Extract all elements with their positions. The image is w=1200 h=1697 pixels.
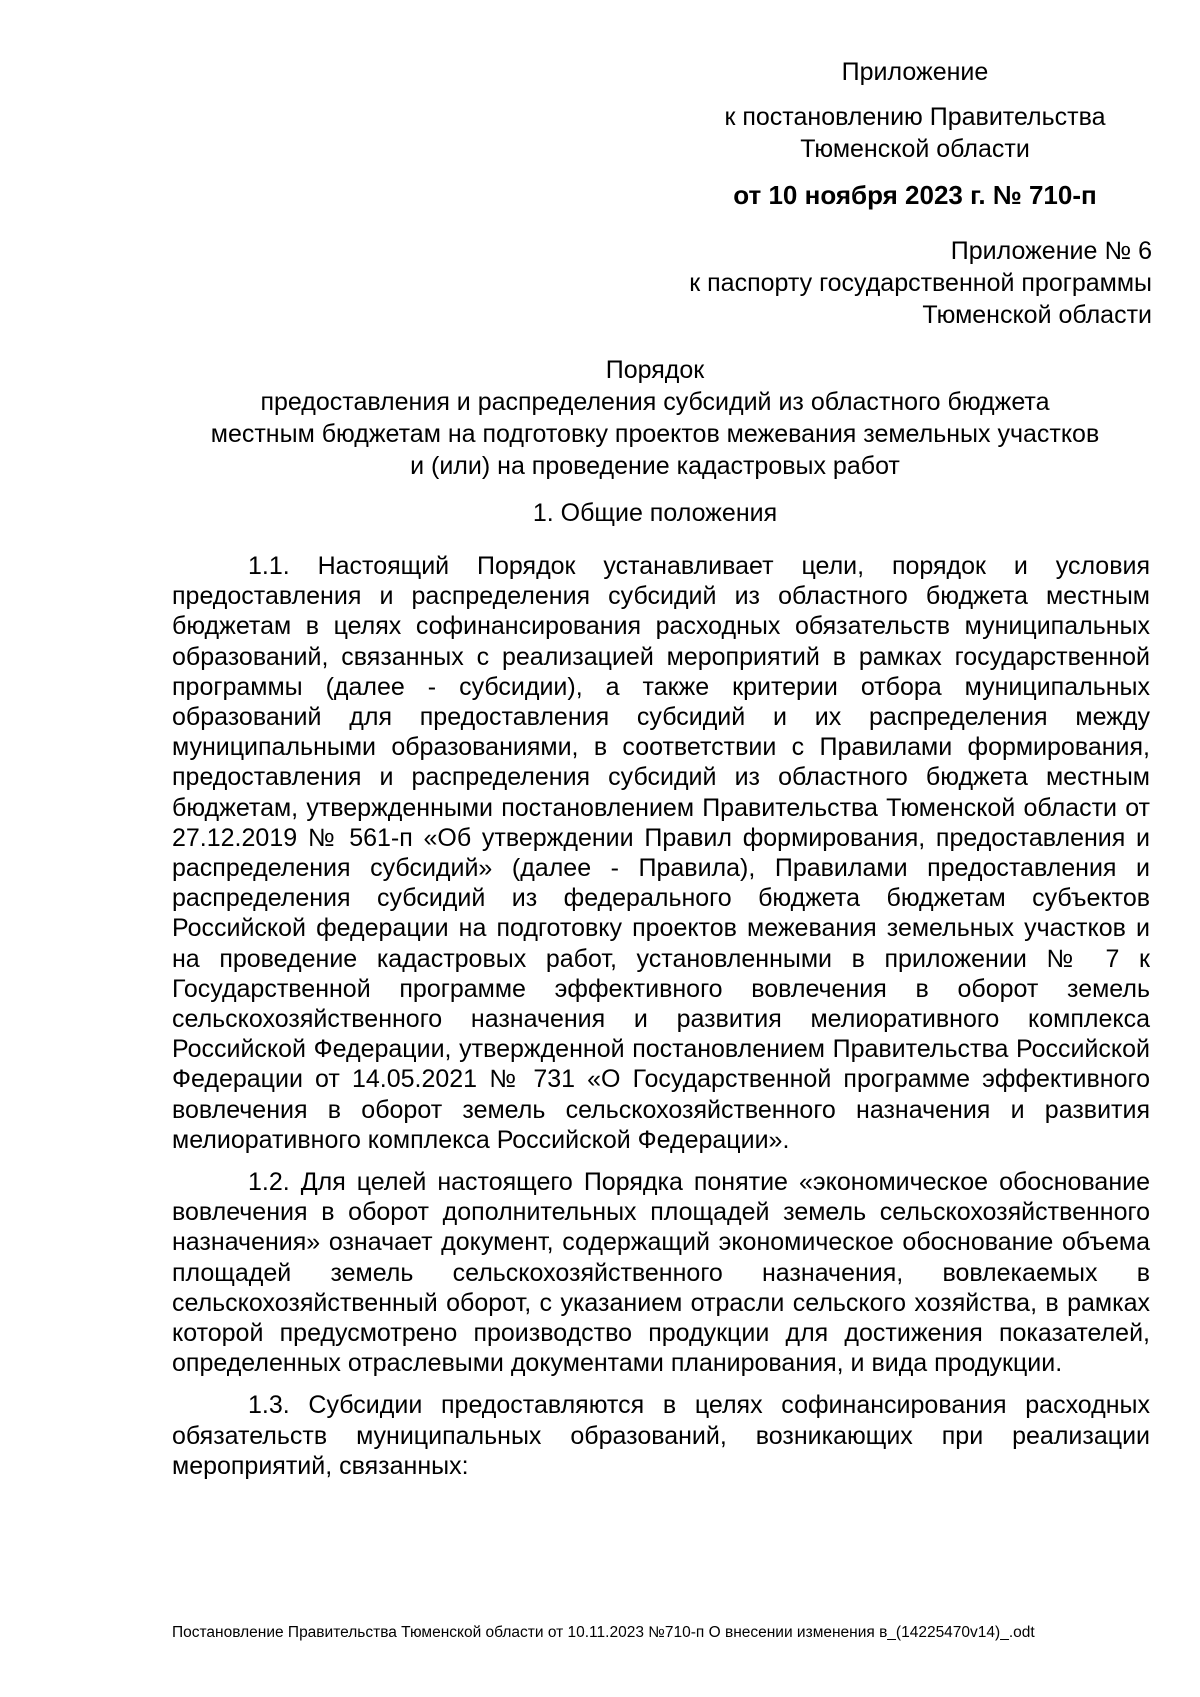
document-title-line-3: и (или) на проведение кадастровых работ — [410, 452, 900, 480]
annex-line-1: к паспорту государственной программы — [689, 269, 1152, 297]
document-title-heading: Порядок — [605, 356, 705, 384]
document-title — [160, 354, 1150, 482]
annex-title: Приложение № 6 — [950, 237, 1152, 265]
section-heading: 1. Общие положения — [532, 499, 778, 527]
paragraph-1-1: 1.1. Настоящий Порядок устанавливает цели, порядок и условия предоставления и распределения субсидий из областного бюджета местным бюджетам в целях софинансирования расходных обязательств муниципальных образований, связанных с реализацией мероприятий в рамках государственной программы (далее - субсидии), а также критерии отбора муниципальных образований для предоставления субсидий и их распределения между муниципальными образованиями, в соответствии с Правилами формирования, предоставления и распределения субсидий из областного бюджета местным бюджетам, утвержденными постановлением Правительства Тюменской области от 27.12.2019 № 561-п «Об утверждении Правил формирования, предоставления и распределения субсидий» (далее - Правила), Правилами предоставления и распределения субсидий из федерального бюджета бюджетам субъектов Российской федерации на подготовку проектов межевания земельных участков и на проведение кадастровых работ, установленными в приложении № 7 к Государственной программе эффективного вовлечения в оборот земель сельскохозяйственного назначения и развития мелиоративного комплекса Российской Федерации, утвержденной постановлением Правительства Российской Федерации от 14.05.2021 № 731 «О Государственной программе эффективного вовлечения в оборот земель сельскохозяйственного назначения и развития мелиоративного комплекса Российской Федерации». — [172, 552, 1150, 1154]
appendix-to-resolution: к постановлению Правительства Тюменской области — [724, 103, 1106, 163]
appendix-header — [680, 56, 1150, 211]
page-footer: Постановление Правительства Тюменской области от 10.11.2023 №710-п О внесении изменения в_(14225470v14)_.odt — [172, 1624, 1035, 1641]
annex-header — [600, 235, 1152, 331]
paragraph-1-3: 1.3. Субсидии предоставляются в целях софинансирования расходных обязательств муниципальных образований, возникающих при реализации мероприятий, связанных: — [172, 1391, 1150, 1480]
document-title-line-2: местным бюджетам на подготовку проектов межевания земельных участков — [210, 420, 1100, 448]
appendix-date-number: от 10 ноября 2023 г. № 710-п — [733, 180, 1097, 210]
body-text — [172, 551, 1150, 1493]
annex-line-2: Тюменской области — [922, 301, 1152, 329]
appendix-title: Приложение — [841, 58, 989, 86]
paragraph-1-2: 1.2. Для целей настоящего Порядка понятие «экономическое обоснование вовлечения в оборот дополнительных площадей земель сельскохозяйственного назначения» означает документ, содержащий экономическое обоснование объема площадей земель сельскохозяйственного назначения, вовлекаемых в сельскохозяйственный оборот, с указанием отрасли сельского хозяйства, в рамках которой предусмотрено производство продукции для достижения показателей, определенных отраслевыми документами планирования, и вида продукции. — [172, 1168, 1150, 1378]
document-title-line-1: предоставления и распределения субсидий из областного бюджета — [260, 388, 1050, 416]
